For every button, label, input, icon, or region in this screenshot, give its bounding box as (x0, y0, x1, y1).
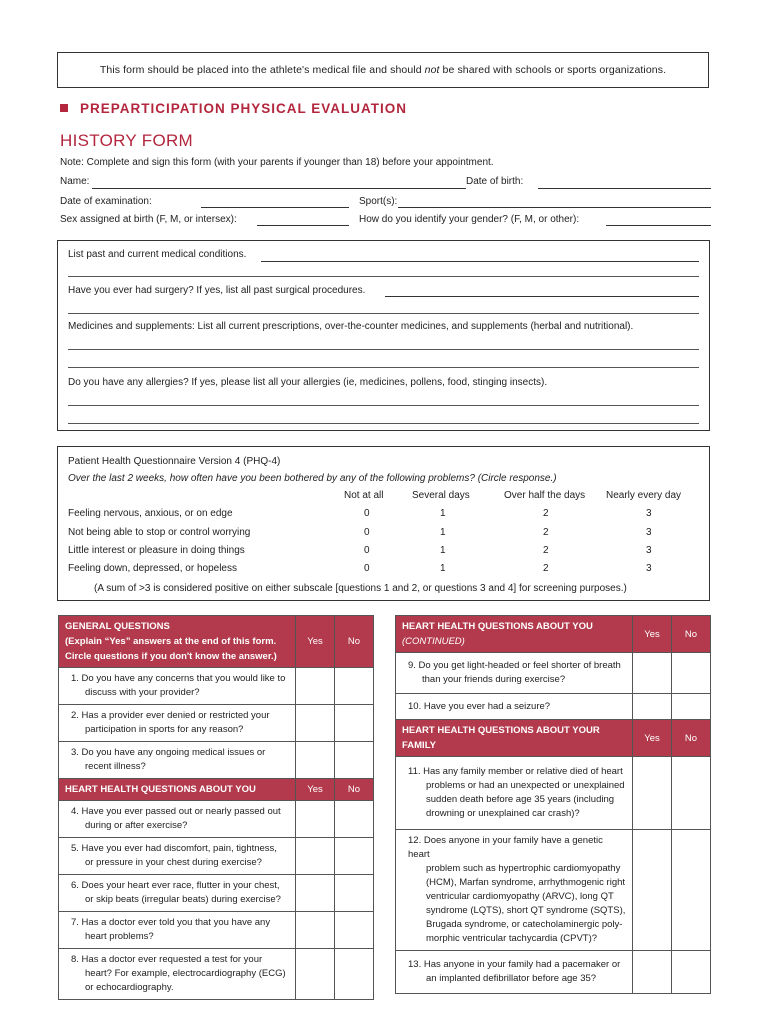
sex-label: Sex assigned at birth (F, M, or intersex): (60, 214, 237, 225)
phq4-option[interactable]: 3 (646, 563, 652, 574)
privacy-notice (57, 52, 709, 88)
question-10 (396, 694, 633, 720)
no-checkbox[interactable] (672, 757, 711, 830)
yes-checkbox[interactable] (633, 757, 672, 830)
phq4-option[interactable]: 1 (440, 563, 446, 574)
section-title (60, 101, 407, 116)
no-checkbox[interactable] (335, 949, 374, 1000)
notice-text-after: be shared with schools or sports organizations. (442, 64, 667, 76)
phq4-row (68, 527, 698, 541)
question-line: than your friends during exercise? (422, 674, 566, 685)
form-title: HISTORY FORM (60, 131, 194, 150)
question-line: heart problems? (85, 931, 154, 942)
general-questions-header (59, 616, 296, 668)
phq4-col-nearly-every-day: Nearly every day (606, 490, 682, 501)
phq4-option[interactable]: 0 (364, 545, 370, 556)
question-line: participation in sports for any reason? (85, 724, 244, 735)
question-line: 11. Has any family member or relative died of heart (408, 766, 623, 777)
heart-health-continued-header (396, 616, 633, 653)
sports-label: Sport(s): (359, 196, 398, 207)
phq4-row-label: Feeling down, depressed, or hopeless (68, 563, 237, 574)
phq4-option[interactable]: 0 (364, 527, 370, 538)
dob-label: Date of birth: (466, 176, 524, 187)
yes-column-header: Yes (296, 616, 335, 668)
question-line: 12. Does anyone in your family have a genetic heart (408, 835, 603, 860)
question-7 (59, 912, 296, 949)
question-line: sudden death before age 35 years (including (426, 794, 615, 805)
question-line: syndrome (LQTS), short QT syndrome (SQTS), (426, 905, 626, 916)
yes-column-header: Yes (633, 616, 672, 653)
phq4-option[interactable]: 1 (440, 545, 446, 556)
question-line: problem such as hypertrophic cardiomyopathy (426, 863, 621, 874)
question-line: 1. Do you have any concerns that you would like to (71, 673, 286, 684)
question-12 (396, 830, 633, 951)
yes-checkbox[interactable] (296, 705, 335, 742)
notice-text-before: This form should be placed into the athlete's medical file and should (99, 64, 422, 76)
general-header-title: GENERAL QUESTIONS (65, 621, 170, 632)
square-bullet-icon (60, 104, 68, 112)
phq4-col-several-days: Several days (412, 490, 470, 501)
heart-health-header: HEART HEALTH QUESTIONS ABOUT YOU (59, 779, 296, 801)
question-line: 5. Have you ever had discomfort, pain, tightness, (71, 843, 277, 854)
question-line: (HCM), Marfan syndrome, arrhythmogenic right (426, 877, 626, 888)
question-line: during or after exercise? (85, 820, 188, 831)
question-line: discuss with your provider? (85, 687, 200, 698)
gender-field[interactable] (606, 225, 711, 226)
surgery-line-2[interactable] (68, 313, 699, 314)
continued-header-subtitle: (CONTINUED) (402, 636, 465, 647)
no-checkbox[interactable] (335, 912, 374, 949)
question-9 (396, 653, 633, 694)
allergies-line-2[interactable] (68, 423, 699, 424)
name-field[interactable] (92, 188, 466, 189)
question-line: or echocardiography. (85, 982, 174, 993)
question-line: or skip beats (irregular beats) during exercise? (85, 894, 281, 905)
phq4-row (68, 545, 698, 559)
question-line: 8. Has a doctor ever requested a test for your (71, 954, 263, 965)
sports-field[interactable] (398, 207, 711, 208)
question-line: 13. Has anyone in your family had a pacemaker or (408, 959, 621, 970)
yes-checkbox[interactable] (296, 875, 335, 912)
no-column-header: No (672, 616, 711, 653)
dob-field[interactable] (538, 188, 711, 189)
phq4-column-headers (68, 490, 698, 504)
question-2 (59, 705, 296, 742)
no-checkbox[interactable] (672, 951, 711, 994)
question-5 (59, 838, 296, 875)
yes-checkbox[interactable] (296, 949, 335, 1000)
question-line: 4. Have you ever passed out or nearly passed out (71, 806, 281, 817)
general-header-note-2: Circle questions if you don't know the answer.) (65, 651, 277, 662)
yes-checkbox[interactable] (296, 668, 335, 705)
yes-column-header: Yes (296, 779, 335, 801)
yes-checkbox[interactable] (296, 742, 335, 779)
general-header-note-1: (Explain “Yes” answers at the end of this form. (65, 636, 277, 647)
question-6 (59, 875, 296, 912)
yes-checkbox[interactable] (633, 694, 672, 720)
phq4-row-label: Feeling nervous, anxious, or on edge (68, 508, 233, 519)
no-column-header: No (672, 720, 711, 757)
conditions-field[interactable] (261, 261, 699, 262)
surgery-label: Have you ever had surgery? If yes, list all past surgical procedures. (68, 285, 366, 296)
no-checkbox[interactable] (335, 875, 374, 912)
no-checkbox[interactable] (335, 742, 374, 779)
yes-checkbox[interactable] (633, 653, 672, 694)
conditions-label: List past and current medical conditions. (68, 249, 247, 260)
phq4-option[interactable]: 1 (440, 508, 446, 519)
continued-header-title: HEART HEALTH QUESTIONS ABOUT YOU (402, 621, 593, 632)
phq4-option[interactable]: 0 (364, 508, 370, 519)
question-line: problems or had an unexpected or unexplained (426, 780, 625, 791)
phq4-option[interactable]: 2 (543, 545, 549, 556)
conditions-line-2[interactable] (68, 276, 699, 277)
no-column-header: No (335, 616, 374, 668)
phq4-option[interactable]: 3 (646, 508, 652, 519)
family-heart-health-header: HEART HEALTH QUESTIONS ABOUT YOUR FAMILY (396, 720, 633, 757)
surgery-field[interactable] (385, 296, 699, 297)
phq4-option[interactable]: 0 (364, 563, 370, 574)
exam-date-field[interactable] (201, 207, 349, 208)
yes-checkbox[interactable] (633, 830, 672, 951)
instructions-note: Note: Complete and sign this form (with your parents if younger than 18) before your appointment. (60, 157, 494, 168)
yes-column-header: Yes (633, 720, 672, 757)
question-line: drowning or unexplained car crash)? (426, 808, 580, 819)
question-line: 2. Has a provider ever denied or restricted your (71, 710, 270, 721)
no-checkbox[interactable] (335, 705, 374, 742)
phq4-col-over-half: Over half the days (504, 490, 586, 501)
question-line: Brugada syndrome, or catecholaminergic poly- (426, 919, 623, 930)
phq4-row (68, 563, 698, 577)
yes-checkbox[interactable] (296, 801, 335, 838)
question-line: 6. Does your heart ever race, flutter in your chest, (71, 880, 280, 891)
medicines-line-1[interactable] (68, 349, 699, 350)
phq4-row (68, 508, 698, 522)
question-11 (396, 757, 633, 830)
no-checkbox[interactable] (335, 838, 374, 875)
phq4-option[interactable]: 3 (646, 527, 652, 538)
phq4-row-label: Not being able to stop or control worrying (68, 527, 251, 538)
phq4-option[interactable]: 2 (543, 563, 549, 574)
yes-checkbox[interactable] (633, 951, 672, 994)
gender-label: How do you identify your gender? (F, M, or other): (359, 214, 580, 225)
sex-field[interactable] (257, 225, 349, 226)
question-line: recent illness? (85, 761, 146, 772)
phq4-option[interactable]: 2 (543, 527, 549, 538)
question-line: or pressure in your chest during exercise? (85, 857, 262, 868)
question-13 (396, 951, 633, 994)
no-checkbox[interactable] (672, 653, 711, 694)
question-line: heart? For example, electrocardiography (ECG) (85, 968, 286, 979)
general-questions-table (58, 615, 374, 1000)
phq4-footnote: (A sum of >3 is considered positive on either subscale [questions 1 and 2, or questions 3 and 4] for screening purposes.) (94, 583, 627, 594)
allergies-line-1[interactable] (68, 405, 699, 406)
no-checkbox[interactable] (672, 830, 711, 951)
phq4-box (57, 446, 710, 601)
question-line: morphic ventricular tachycardia (CPVT)? (426, 933, 598, 944)
medical-history-box (57, 240, 710, 431)
phq4-title: Patient Health Questionnaire Version 4 (PHQ-4) (68, 456, 281, 467)
question-line: 3. Do you have any ongoing medical issues or (71, 747, 266, 758)
no-column-header: No (335, 779, 374, 801)
phq4-row-label: Little interest or pleasure in doing things (68, 545, 245, 556)
question-8 (59, 949, 296, 1000)
yes-checkbox[interactable] (296, 838, 335, 875)
name-label: Name: (60, 176, 90, 187)
phq4-option[interactable]: 1 (440, 527, 446, 538)
phq4-col-not-at-all: Not at all (344, 490, 384, 501)
no-checkbox[interactable] (672, 694, 711, 720)
notice-emphasis: not (424, 64, 440, 76)
phq4-option[interactable]: 3 (646, 545, 652, 556)
medicines-label: Medicines and supplements: List all current prescriptions, over-the-counter medicines, and supplements (herbal and nutritional). (68, 321, 634, 332)
no-checkbox[interactable] (335, 668, 374, 705)
section-title-text: PREPARTICIPATION PHYSICAL EVALUATION (80, 101, 408, 116)
question-line: an implanted defibrillator before age 35? (426, 973, 597, 984)
allergies-label: Do you have any allergies? If yes, please list all your allergies (ie, medicines, pollens, food, stinging insects). (68, 377, 548, 388)
question-line: ventricular cardiomyopathy (ARVC), long QT (426, 891, 614, 902)
question-3 (59, 742, 296, 779)
question-1 (59, 668, 296, 705)
phq4-subtitle: Over the last 2 weeks, how often have you been bothered by any of the following problems? (Circle response.) (68, 473, 557, 484)
exam-date-label: Date of examination: (60, 196, 152, 207)
no-checkbox[interactable] (335, 801, 374, 838)
phq4-option[interactable]: 2 (543, 508, 549, 519)
question-line: 9. Do you get light-headed or feel shorter of breath (408, 660, 621, 671)
heart-health-family-table (395, 615, 711, 994)
medicines-line-2[interactable] (68, 367, 699, 368)
question-line: 7. Has a doctor ever told you that you have any (71, 917, 271, 928)
question-line: 10. Have you ever had a seizure? (408, 700, 551, 712)
yes-checkbox[interactable] (296, 912, 335, 949)
question-4 (59, 801, 296, 838)
